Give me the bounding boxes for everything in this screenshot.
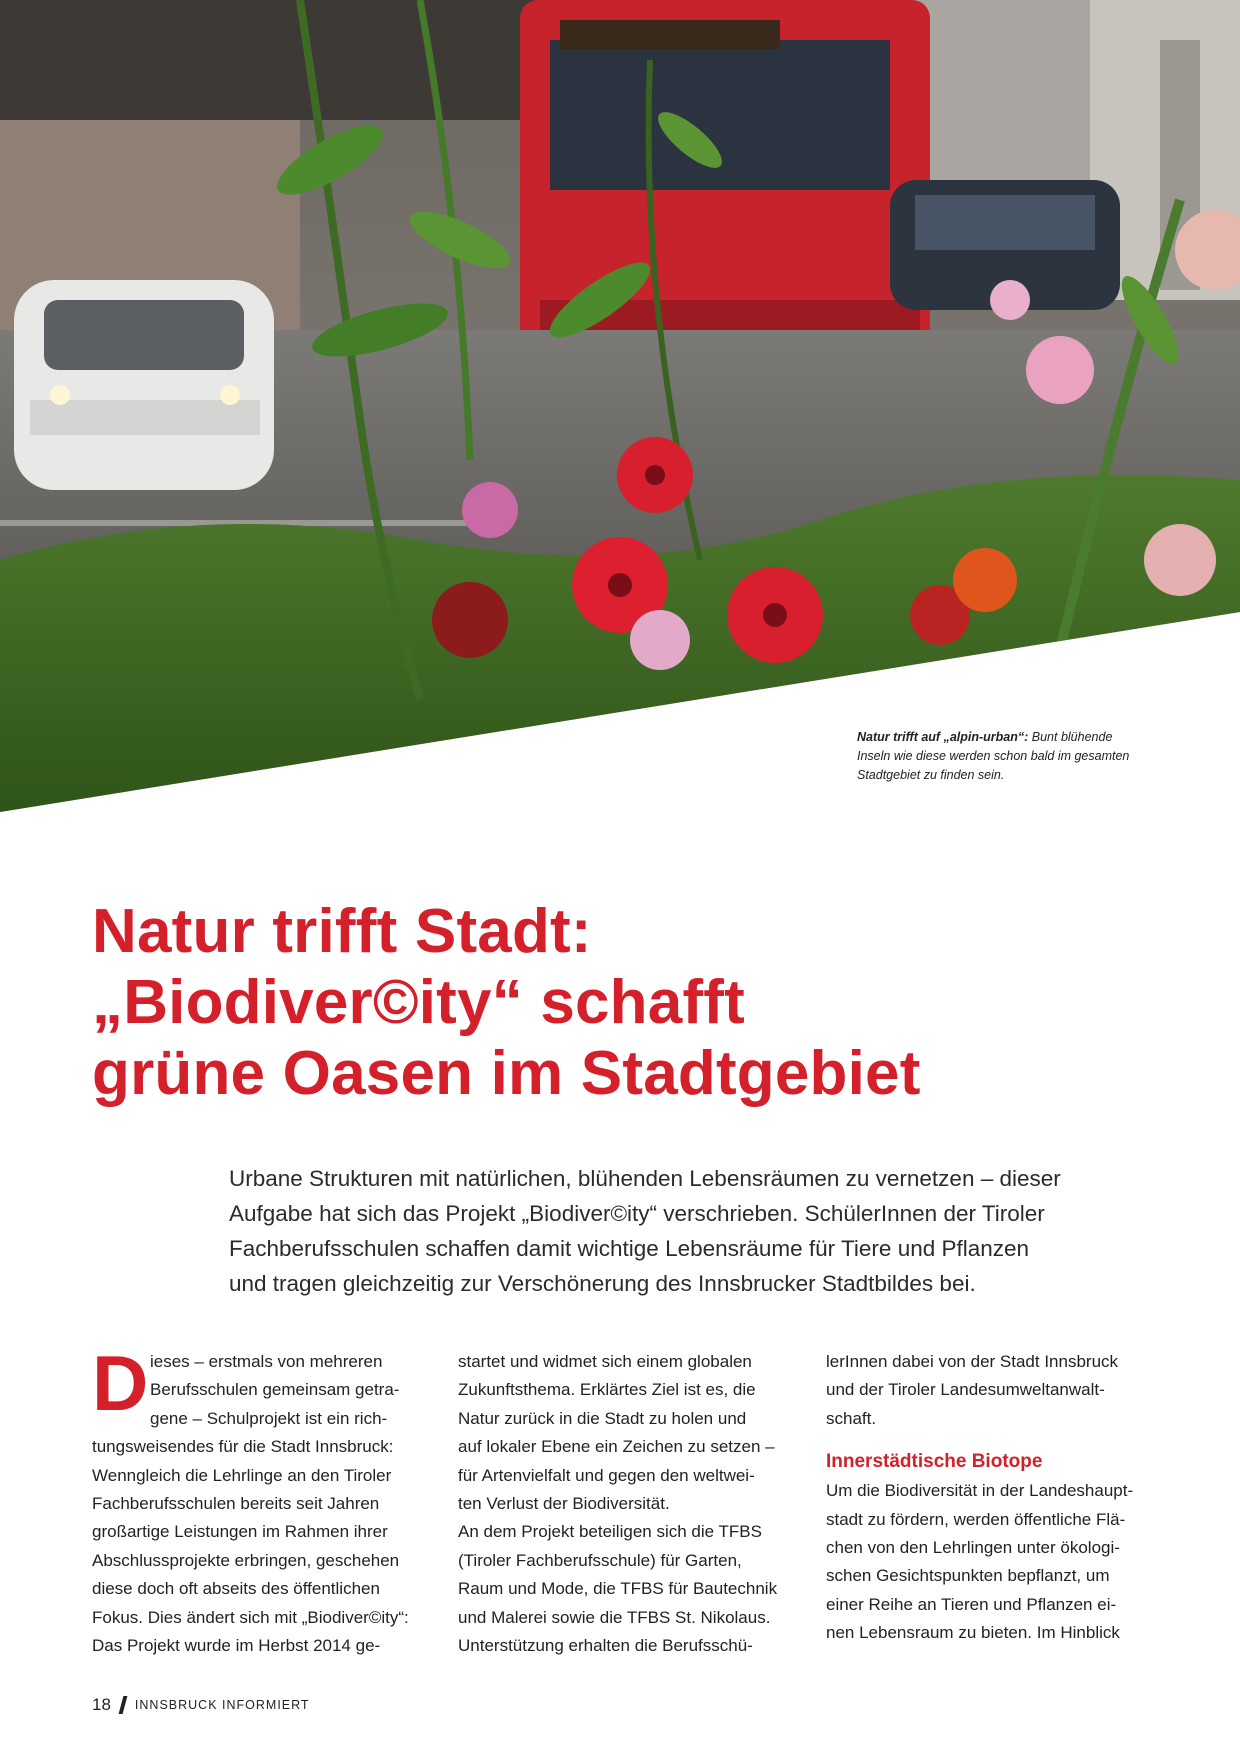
body-line: und der Tiroler Landesumweltanwalt-	[826, 1380, 1105, 1400]
intro-line: und tragen gleichzeitig zur Verschönerung des Innsbrucker Stadtbildes bei.	[229, 1271, 976, 1296]
section-subheading: Innerstädtische Biotope	[826, 1451, 1043, 1473]
caption-line-3: Stadtgebiet zu finden sein.	[857, 768, 1005, 782]
intro-paragraph	[229, 1161, 1169, 1301]
article-headline	[92, 896, 1192, 1109]
body-line: nen Lebensraum zu bieten. Im Hinblick	[826, 1623, 1120, 1643]
body-line: Abschlussprojekte erbringen, geschehen	[92, 1550, 400, 1570]
body-line: einer Reihe an Tieren und Pflanzen ei-	[826, 1594, 1117, 1614]
body-line: (Tiroler Fachberufsschule) für Garten,	[458, 1550, 742, 1570]
intro-line: Urbane Strukturen mit natürlichen, blühenden Lebensräumen zu vernetzen – dieser	[229, 1166, 1061, 1191]
intro-line: Aufgabe hat sich das Projekt „Biodiver©ity“ verschrieben. SchülerInnen der Tiroler	[229, 1201, 1045, 1226]
body-column-1	[92, 1339, 430, 1660]
page-footer	[92, 1695, 310, 1715]
flower-street-illustration	[0, 0, 1240, 812]
body-line: Fachberufsschulen bereits seit Jahren	[92, 1494, 380, 1514]
body-line: Berufsschulen gemeinsam getra-	[150, 1380, 400, 1400]
body-line: An dem Projekt beteiligen sich die TFBS	[458, 1522, 762, 1542]
body-line: Raum und Mode, die TFBS für Bautechnik	[458, 1579, 778, 1599]
body-line: großartige Leistungen im Rahmen ihrer	[92, 1522, 388, 1542]
body-column-2	[458, 1348, 798, 1660]
body-column-3	[826, 1348, 1164, 1648]
body-line: stadt zu fördern, werden öffentliche Flä-	[826, 1509, 1126, 1529]
body-line: Zukunftsthema. Erklärtes Ziel ist es, die	[458, 1380, 756, 1400]
caption-line-1	[857, 730, 1112, 744]
body-line: tungsweisendes für die Stadt Innsbruck:	[92, 1437, 394, 1457]
slash-divider-icon	[119, 1696, 128, 1714]
body-line: Das Projekt wurde im Herbst 2014 ge-	[92, 1636, 381, 1656]
intro-line: Fachberufsschulen schaffen damit wichtige Lebensräume für Tiere und Pflanzen	[229, 1236, 1030, 1261]
body-line: diese doch oft abseits des öffentlichen	[92, 1579, 380, 1599]
body-line: Wenngleich die Lehrlinge an den Tiroler	[92, 1465, 392, 1485]
body-line: auf lokaler Ebene ein Zeichen zu setzen –	[458, 1437, 775, 1457]
body-line: und Malerei sowie die TFBS St. Nikolaus.	[458, 1607, 771, 1627]
body-line: ten Verlust der Biodiversität.	[458, 1494, 670, 1514]
body-line: Natur zurück in die Stadt zu holen und	[458, 1408, 747, 1428]
photo-caption	[857, 728, 1177, 785]
body-line: lerInnen dabei von der Stadt Innsbruck	[826, 1352, 1119, 1371]
body-line: gene – Schulprojekt ist ein rich-	[150, 1408, 388, 1428]
caption-line-2: Inseln wie diese werden schon bald im gesamten	[857, 749, 1130, 763]
body-line: schen Gesichtspunkten bepflanzt, um	[826, 1566, 1110, 1586]
body-line: für Artenvielfalt und gegen den weltwei-	[458, 1465, 755, 1485]
body-line: schaft.	[826, 1408, 877, 1428]
headline-line-1: Natur trifft Stadt:	[92, 897, 592, 966]
body-line: chen von den Lehrlingen unter ökologi-	[826, 1538, 1120, 1558]
drop-cap: D	[92, 1339, 149, 1427]
page-number: 18	[92, 1695, 111, 1714]
headline-line-3: grüne Oasen im Stadtgebiet	[92, 1039, 921, 1108]
body-line: startet und widmet sich einem globalen	[458, 1352, 752, 1371]
body-line: Unterstützung erhalten die Berufsschü-	[458, 1636, 753, 1656]
headline-line-2: „Biodiver©ity“ schafft	[92, 968, 745, 1037]
body-line: ieses – erstmals von mehreren	[150, 1352, 383, 1371]
publication-name: INNSBRUCK INFORMIERT	[134, 1698, 310, 1712]
caption-bold: Natur trifft auf „alpin-urban“:	[857, 730, 1029, 744]
caption-rest: Bunt blühende	[1028, 730, 1113, 744]
body-line: Um die Biodiversität in der Landeshaupt-	[826, 1481, 1134, 1501]
hero-photo	[0, 0, 1240, 812]
body-line: Fokus. Dies ändert sich mit „Biodiver©ity“:	[92, 1607, 409, 1627]
